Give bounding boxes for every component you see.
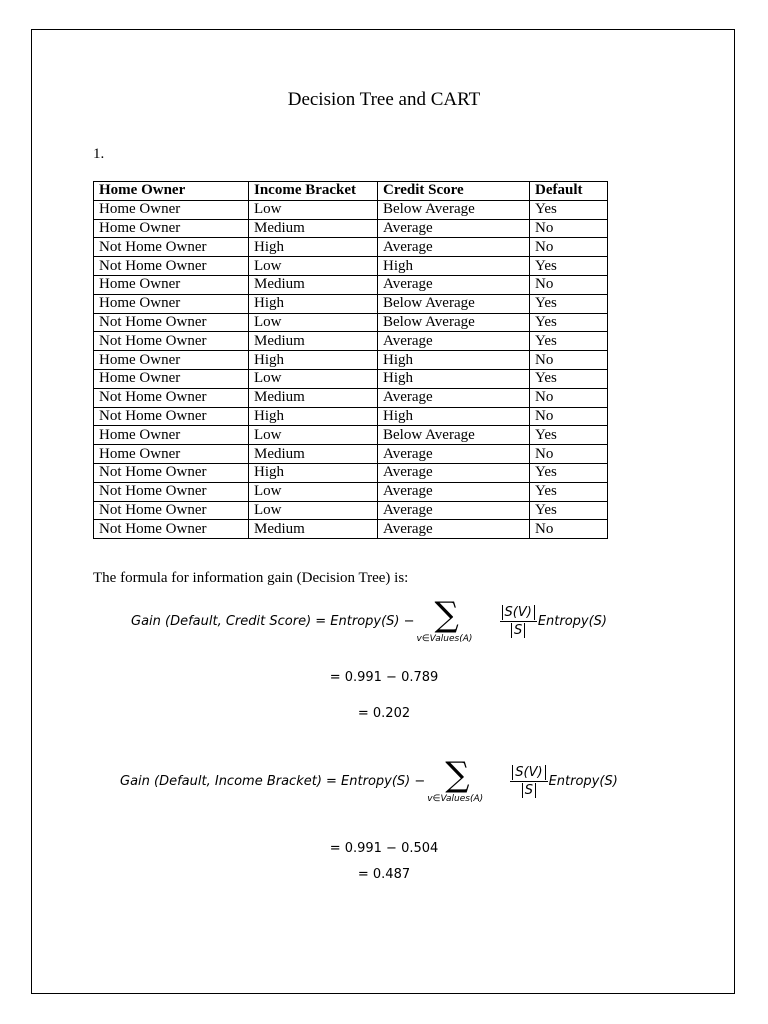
table-row: [94, 407, 608, 426]
table-cell: Average: [378, 445, 530, 464]
document-title: Decision Tree and CART: [287, 89, 481, 110]
table-cell: Low: [249, 200, 378, 219]
summation: [427, 756, 507, 806]
table-cell: Average: [378, 463, 530, 482]
table-row: [94, 501, 608, 520]
fraction-denominator: S: [511, 623, 525, 638]
table-cell: Low: [249, 501, 378, 520]
table-cell: Below Average: [378, 426, 530, 445]
table-cell: No: [530, 407, 608, 426]
table-cell: Yes: [530, 294, 608, 313]
table-cell: Medium: [249, 219, 378, 238]
table-row: [94, 426, 608, 445]
table-cell: Average: [378, 238, 530, 257]
table-cell: High: [378, 369, 530, 388]
table-row: [94, 520, 608, 539]
table-row: [94, 463, 608, 482]
table-cell: Average: [378, 482, 530, 501]
column-header: Home Owner: [94, 182, 249, 201]
formula-intro: The formula for information gain (Decision Tree) is:: [93, 570, 409, 586]
table-row: [94, 313, 608, 332]
table-cell: Average: [378, 219, 530, 238]
table-cell: Home Owner: [94, 369, 249, 388]
column-header: Default: [530, 182, 608, 201]
table-cell: Home Owner: [94, 445, 249, 464]
table-cell: Home Owner: [94, 219, 249, 238]
fraction: [510, 765, 547, 798]
table-cell: Below Average: [378, 294, 530, 313]
table-cell: High: [249, 407, 378, 426]
table-row: [94, 238, 608, 257]
table-row: [94, 369, 608, 388]
formula2-step1: = 0.991 − 0.504: [329, 841, 439, 856]
table-cell: Medium: [249, 332, 378, 351]
table-cell: No: [530, 520, 608, 539]
fraction-numerator: S(V): [512, 765, 545, 780]
table-cell: Not Home Owner: [94, 238, 249, 257]
table-row: [94, 388, 608, 407]
table-cell: Low: [249, 426, 378, 445]
table-cell: Medium: [249, 520, 378, 539]
table-cell: Not Home Owner: [94, 388, 249, 407]
table-cell: Not Home Owner: [94, 463, 249, 482]
table-cell: Home Owner: [94, 426, 249, 445]
table-cell: Below Average: [378, 313, 530, 332]
summation-subscript: v∈Values(A): [427, 794, 484, 804]
fraction-denominator: S: [522, 783, 536, 798]
formula2-step2: = 0.487: [357, 867, 411, 882]
table-cell: Yes: [530, 426, 608, 445]
table-cell: Yes: [530, 369, 608, 388]
data-table: [93, 181, 608, 539]
sigma-symbol: ∑: [445, 755, 470, 795]
table-cell: Not Home Owner: [94, 520, 249, 539]
table-cell: Not Home Owner: [94, 482, 249, 501]
table-cell: No: [530, 238, 608, 257]
table-header-row: [94, 182, 608, 201]
table-cell: Low: [249, 257, 378, 276]
table-row: [94, 257, 608, 276]
table-cell: High: [378, 351, 530, 370]
table-cell: Medium: [249, 275, 378, 294]
table-cell: Not Home Owner: [94, 313, 249, 332]
formula1-step2: = 0.202: [357, 706, 411, 721]
summation-subscript: v∈Values(A): [416, 634, 473, 644]
table-cell: High: [249, 351, 378, 370]
table-cell: Yes: [530, 501, 608, 520]
column-header: Credit Score: [378, 182, 530, 201]
table-cell: Below Average: [378, 200, 530, 219]
table-cell: No: [530, 351, 608, 370]
table-cell: High: [249, 463, 378, 482]
table-row: [94, 275, 608, 294]
table-cell: Average: [378, 275, 530, 294]
table-row: [94, 482, 608, 501]
table-cell: Medium: [249, 445, 378, 464]
table-cell: Not Home Owner: [94, 257, 249, 276]
table-cell: Yes: [530, 200, 608, 219]
formula-rhs: Entropy(S): [548, 773, 618, 789]
table-cell: No: [530, 388, 608, 407]
table-row: [94, 351, 608, 370]
question-number: 1.: [93, 146, 105, 162]
table-cell: No: [530, 219, 608, 238]
formula-lhs: Gain (Default, Credit Score) = Entropy(S) −: [131, 613, 415, 629]
fraction-numerator: S(V): [502, 605, 535, 620]
table-cell: High: [249, 294, 378, 313]
table-cell: No: [530, 275, 608, 294]
table-cell: Home Owner: [94, 275, 249, 294]
table-body: [94, 200, 608, 538]
table-cell: High: [249, 238, 378, 257]
table-cell: Yes: [530, 313, 608, 332]
table-row: [94, 445, 608, 464]
table-row: [94, 332, 608, 351]
table-cell: Home Owner: [94, 200, 249, 219]
table-cell: Low: [249, 313, 378, 332]
table-cell: Yes: [530, 463, 608, 482]
table-cell: Yes: [530, 482, 608, 501]
table-cell: Not Home Owner: [94, 407, 249, 426]
table-cell: Not Home Owner: [94, 501, 249, 520]
table-cell: Average: [378, 501, 530, 520]
table-cell: Low: [249, 482, 378, 501]
formula1-step1: = 0.991 − 0.789: [329, 670, 439, 685]
sigma-symbol: ∑: [434, 595, 459, 635]
table-cell: High: [378, 407, 530, 426]
formula-rhs: Entropy(S): [537, 613, 608, 629]
gain-formula-credit-score: [131, 596, 607, 646]
table-cell: Yes: [530, 332, 608, 351]
fraction: [500, 605, 537, 638]
table-row: [94, 294, 608, 313]
table-cell: Low: [249, 369, 378, 388]
table-cell: Home Owner: [94, 351, 249, 370]
table-cell: Average: [378, 332, 530, 351]
table-cell: Not Home Owner: [94, 332, 249, 351]
table-row: [94, 200, 608, 219]
gain-formula-income-bracket: [120, 756, 618, 806]
table-cell: Average: [378, 520, 530, 539]
table-cell: High: [378, 257, 530, 276]
summation: [417, 596, 497, 646]
column-header: Income Bracket: [249, 182, 378, 201]
formula-lhs: Gain (Default, Income Bracket) = Entropy(S) −: [120, 773, 426, 789]
table-cell: Medium: [249, 388, 378, 407]
table-row: [94, 219, 608, 238]
table-cell: Yes: [530, 257, 608, 276]
table-cell: No: [530, 445, 608, 464]
table-cell: Home Owner: [94, 294, 249, 313]
table-cell: Average: [378, 388, 530, 407]
